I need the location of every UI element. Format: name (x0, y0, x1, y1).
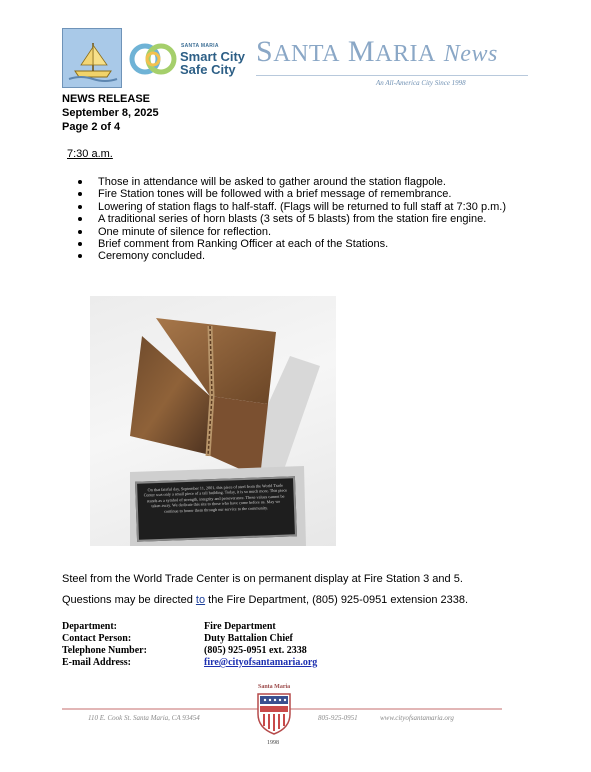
list-item (78, 201, 528, 213)
telephone-label: Telephone Number: (62, 645, 147, 656)
schedule-list (78, 176, 528, 263)
list-item (78, 238, 528, 250)
smart-city-sub: SANTA MARIA (181, 43, 219, 49)
list-item (78, 213, 528, 225)
list-item-text: Ceremony concluded. (98, 250, 206, 263)
city-seal-logo (62, 28, 122, 88)
contact-row-department (62, 621, 317, 633)
bullet-dot (78, 192, 82, 196)
release-date: September 8, 2025 (62, 107, 159, 119)
list-item-text: Brief comment from Ranking Officer at each of the Stations. (98, 238, 389, 251)
footer-phone: 805-925-0951 (318, 714, 358, 722)
list-item-text: One minute of silence for reflection. (98, 225, 272, 238)
all-america-city-badge (256, 692, 292, 736)
ship-icon (63, 29, 122, 88)
santa-maria-news-title (256, 34, 498, 72)
list-item (78, 250, 528, 262)
header-tagline: An All-America City Since 1998 (376, 79, 466, 87)
title-m: M (347, 35, 376, 68)
badge-year: 1998 (267, 740, 279, 746)
department-label: Department: (62, 621, 117, 632)
shield-badge-icon (256, 692, 292, 736)
list-item (78, 226, 528, 238)
email-link[interactable]: fire@cityofsantamaria.org (204, 657, 318, 668)
list-item-text: A traditional series of horn blasts (3 sets of 5 blasts) from the station fire engine. (98, 213, 487, 226)
bullet-dot (78, 217, 82, 221)
list-item (78, 188, 528, 200)
wtc-steel-photo (90, 296, 336, 546)
title-anta: ANTA (273, 41, 340, 67)
smart-city-line2: Safe City (180, 62, 236, 77)
steel-display-paragraph: Steel from the World Trade Center is on permanent display at Fire Station 3 and 5. (62, 573, 463, 585)
header-rule (256, 75, 528, 76)
questions-text-before: Questions may be directed (62, 594, 196, 606)
footer-website: www.cityofsantamaria.org (380, 714, 454, 722)
release-page: Page 2 of 4 (62, 121, 121, 133)
contact-block (62, 621, 317, 669)
title-news: News (443, 41, 498, 67)
footer-address: 110 E. Cook St. Santa Maria, CA 93454 (88, 714, 200, 722)
bullet-dot (78, 254, 82, 258)
telephone-value: (805) 925-0951 ext. 2338 (204, 645, 307, 656)
memorial-plaque (135, 476, 297, 542)
schedule-time: 7:30 a.m. (67, 148, 113, 160)
department-value: Fire Department (204, 621, 276, 632)
title-aria: ARIA (375, 41, 436, 67)
bullet-dot (78, 242, 82, 246)
contact-row-email (62, 657, 317, 669)
release-block (62, 92, 159, 134)
list-item-text: Fire Station tones will be followed with a brief message of remembrance. (98, 188, 452, 201)
list-item (78, 176, 528, 188)
list-item-text: Those in attendance will be asked to gather around the station flagpole. (98, 176, 446, 188)
contact-row-phone (62, 645, 317, 657)
bullet-dot (78, 180, 82, 184)
contact-person-value: Duty Battalion Chief (204, 633, 293, 644)
email-label: E-mail Address: (62, 657, 131, 668)
title-s: S (256, 35, 274, 68)
smart-city-line1: Smart City (180, 49, 246, 64)
questions-text-after: the Fire Department, (805) 925-0951 extension 2338. (205, 594, 469, 606)
bullet-dot (78, 205, 82, 209)
questions-paragraph (62, 594, 468, 606)
contact-person-label: Contact Person: (62, 633, 132, 644)
questions-text-to: to (195, 594, 206, 606)
contact-row-person (62, 633, 317, 645)
plaque-text: On that fateful day, September 11, 2001, this piece of steel from the World Trade Center was only a small piece of a tall building. Today, it is so much more. This piece stands as a symbol of strength, integrity and perseverance. These values cannot be taken away. We dedicate this site to those who have come before us. May we continue to honor them through our service to the community. (143, 482, 288, 514)
list-item-text: Lowering of station flags to half-staff. (Flags will be returned to full staff at 7:30 p.m.) (98, 200, 507, 213)
release-label: NEWS RELEASE (62, 93, 151, 105)
badge-top-text: Santa Maria (258, 684, 291, 690)
smart-city-logo (128, 40, 178, 78)
bullet-dot (78, 230, 82, 234)
swirl-logo-icon (128, 40, 178, 78)
